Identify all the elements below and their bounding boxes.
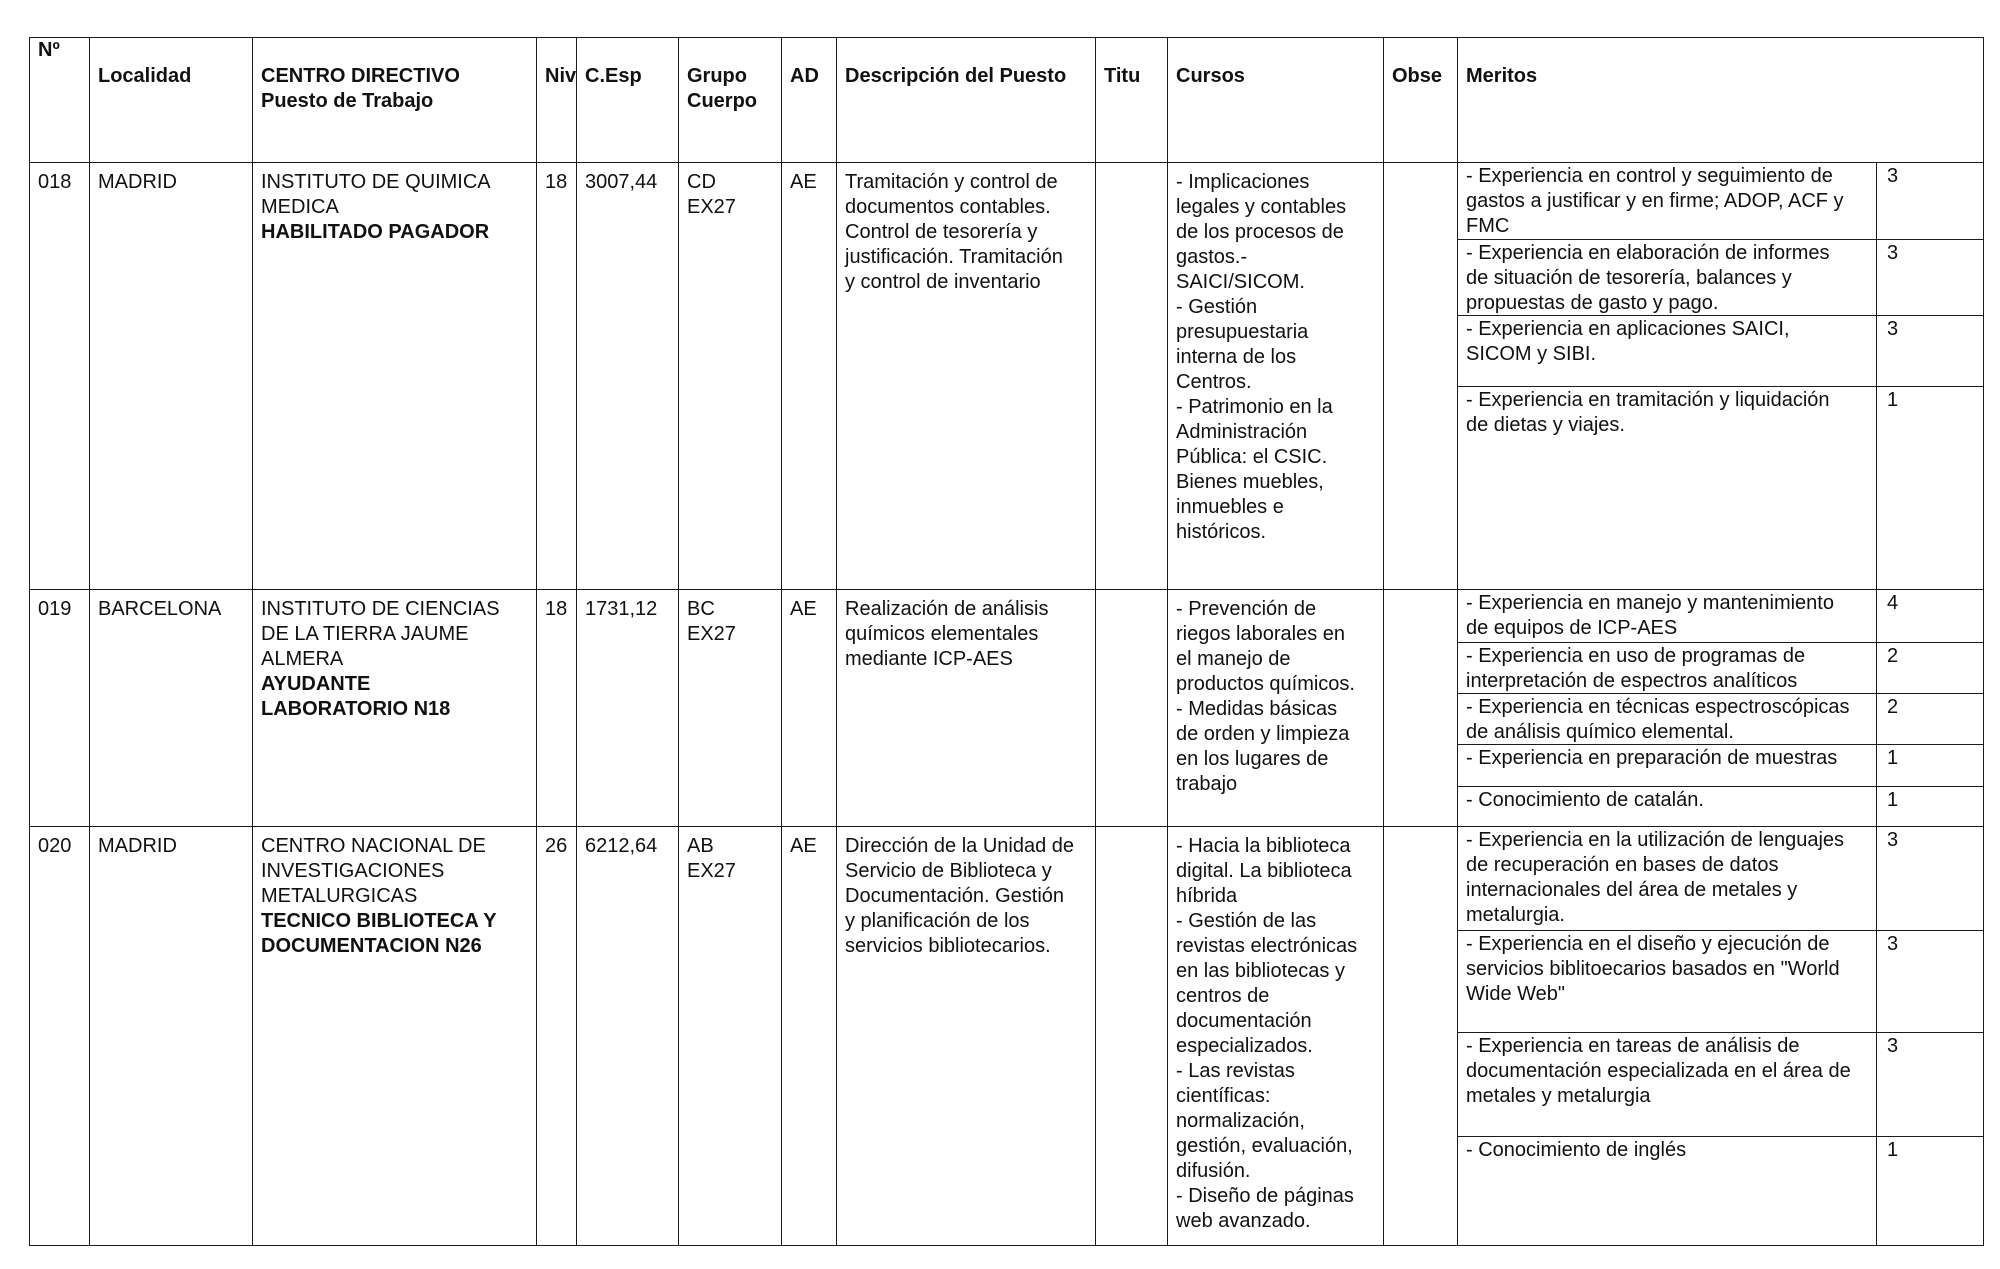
header-niv: Niv: [537, 38, 577, 163]
header-centro: CENTRO DIRECTIVO Puesto de Trabajo: [253, 38, 537, 163]
merit-score: 1: [1876, 387, 1983, 589]
table-row: [30, 590, 1984, 827]
cell-ad: AE: [782, 590, 837, 827]
cell-cursos: - Implicaciones legales y contables de los procesos de gastos.- SAICI/SICOM. - Gestión presupuestaria interna de los Centros. - Patrimonio en la Administración Pública: el CSIC. Bienes muebles, inmuebles e históricos.: [1168, 163, 1384, 590]
merit-score: 1: [1876, 787, 1983, 826]
puesto-trabajo: AYUDANTE LABORATORIO N18: [261, 673, 451, 720]
header-descripcion: Descripción del Puesto: [837, 38, 1096, 163]
puesto-trabajo: HABILITADO PAGADOR: [261, 221, 490, 243]
cell-titu: [1096, 163, 1168, 590]
merit-score: 2: [1876, 694, 1983, 745]
merit-item: - Experiencia en elaboración de informes de situación de tesorería, balances y propuestas de gasto y pago. 3: [1458, 239, 1983, 316]
table-row: [30, 163, 1984, 590]
cell-niv: 26: [537, 827, 577, 1246]
merit-item: - Experiencia en control y seguimiento de gastos a justificar y en firme; ADOP, ACF y FMC 3: [1458, 163, 1983, 239]
cell-descripcion: Dirección de la Unidad de Servicio de Biblioteca y Documentación. Gestión y planificación de los servicios bibliotecarios.: [837, 827, 1096, 1246]
merit-score: 1: [1876, 1137, 1983, 1245]
cell-meritos: [1458, 163, 1984, 590]
merit-item: - Experiencia en la utilización de lenguajes de recuperación en bases de datos internacionales del área de metales y metalurgia. 3: [1458, 827, 1983, 930]
cell-centro: [253, 590, 537, 827]
cell-descripcion: Tramitación y control de documentos contables. Control de tesorería y justificación. Tramitación y control de inventario: [837, 163, 1096, 590]
header-cursos: Cursos: [1168, 38, 1384, 163]
cell-ad: AE: [782, 827, 837, 1246]
cell-meritos: [1458, 827, 1984, 1246]
cell-localidad: BARCELONA: [90, 590, 253, 827]
merit-score: 2: [1876, 643, 1983, 694]
cell-cursos: - Hacia la biblioteca digital. La biblioteca híbrida - Gestión de las revistas electrónicas en las bibliotecas y centros de documentación especializados. - Las revistas científicas: normalización, gestión, evaluación, difusión. - Diseño de páginas web avanzado.: [1168, 827, 1384, 1246]
header-row: [30, 38, 1984, 163]
merit-item: - Experiencia en uso de programas de interpretación de espectros analíticos 2: [1458, 642, 1983, 694]
cell-titu: [1096, 590, 1168, 827]
cell-localidad: MADRID: [90, 163, 253, 590]
merit-item: - Experiencia en técnicas espectroscópicas de análisis químico elemental. 2: [1458, 693, 1983, 745]
merit-score: 3: [1876, 1033, 1983, 1137]
header-localidad: Localidad: [90, 38, 253, 163]
header-cesp: C.Esp: [577, 38, 679, 163]
merit-item: - Experiencia en tramitación y liquidación de dietas y viajes. 1: [1458, 386, 1983, 589]
cell-grupo: CD EX27: [679, 163, 782, 590]
cell-num: 019: [30, 590, 90, 827]
merit-score: 3: [1876, 240, 1983, 316]
header-grupo: Grupo Cuerpo: [679, 38, 782, 163]
merit-score: 3: [1876, 931, 1983, 1033]
cell-obse: [1384, 827, 1458, 1246]
cell-grupo: AB EX27: [679, 827, 782, 1246]
merit-score: 3: [1876, 163, 1983, 239]
cell-niv: 18: [537, 590, 577, 827]
cell-obse: [1384, 590, 1458, 827]
table-row: [30, 827, 1984, 1246]
merit-score: 4: [1876, 590, 1983, 642]
cell-titu: [1096, 827, 1168, 1246]
cell-descripcion: Realización de análisis químicos elementales mediante ICP-AES: [837, 590, 1096, 827]
header-titu: Titu: [1096, 38, 1168, 163]
centro-directivo: CENTRO NACIONAL DE INVESTIGACIONES METALURGICAS: [261, 835, 486, 907]
header-num: Nº: [30, 38, 90, 163]
merit-item: - Experiencia en preparación de muestras 1: [1458, 744, 1983, 787]
header-meritos: Meritos: [1458, 38, 1984, 163]
header-ad: AD: [782, 38, 837, 163]
merit-item: - Conocimiento de inglés 1: [1458, 1136, 1983, 1245]
merit-item: - Conocimiento de catalán. 1: [1458, 786, 1983, 826]
cell-obse: [1384, 163, 1458, 590]
merit-item: - Experiencia en tareas de análisis de documentación especializada en el área de metales y metalurgia 3: [1458, 1032, 1983, 1137]
cell-ad: AE: [782, 163, 837, 590]
merit-score: 3: [1876, 316, 1983, 387]
cell-meritos: [1458, 590, 1984, 827]
merit-item: - Experiencia en el diseño y ejecución de servicios biblitoecarios basados en "World Wide Web" 3: [1458, 930, 1983, 1033]
merit-score: 3: [1876, 827, 1983, 930]
cell-cursos: - Prevención de riegos laborales en el manejo de productos químicos. - Medidas básicas de orden y limpieza en los lugares de trabajo: [1168, 590, 1384, 827]
merit-item: - Experiencia en aplicaciones SAICI, SICOM y SIBI. 3: [1458, 315, 1983, 387]
cell-centro: [253, 827, 537, 1246]
cell-centro: [253, 163, 537, 590]
merit-score: 1: [1876, 745, 1983, 787]
cell-cesp: 1731,12: [577, 590, 679, 827]
centro-directivo: INSTITUTO DE CIENCIAS DE LA TIERRA JAUME ALMERA: [261, 598, 500, 670]
cell-grupo: BC EX27: [679, 590, 782, 827]
positions-table: [29, 37, 1984, 1246]
header-obse: Obse: [1384, 38, 1458, 163]
cell-num: 018: [30, 163, 90, 590]
cell-cesp: 6212,64: [577, 827, 679, 1246]
puesto-trabajo: TECNICO BIBLIOTECA Y DOCUMENTACION N26: [261, 910, 497, 957]
cell-cesp: 3007,44: [577, 163, 679, 590]
cell-niv: 18: [537, 163, 577, 590]
cell-localidad: MADRID: [90, 827, 253, 1246]
centro-directivo: INSTITUTO DE QUIMICA MEDICA: [261, 171, 491, 218]
cell-num: 020: [30, 827, 90, 1246]
merit-item: - Experiencia en manejo y mantenimiento de equipos de ICP-AES 4: [1458, 590, 1983, 642]
